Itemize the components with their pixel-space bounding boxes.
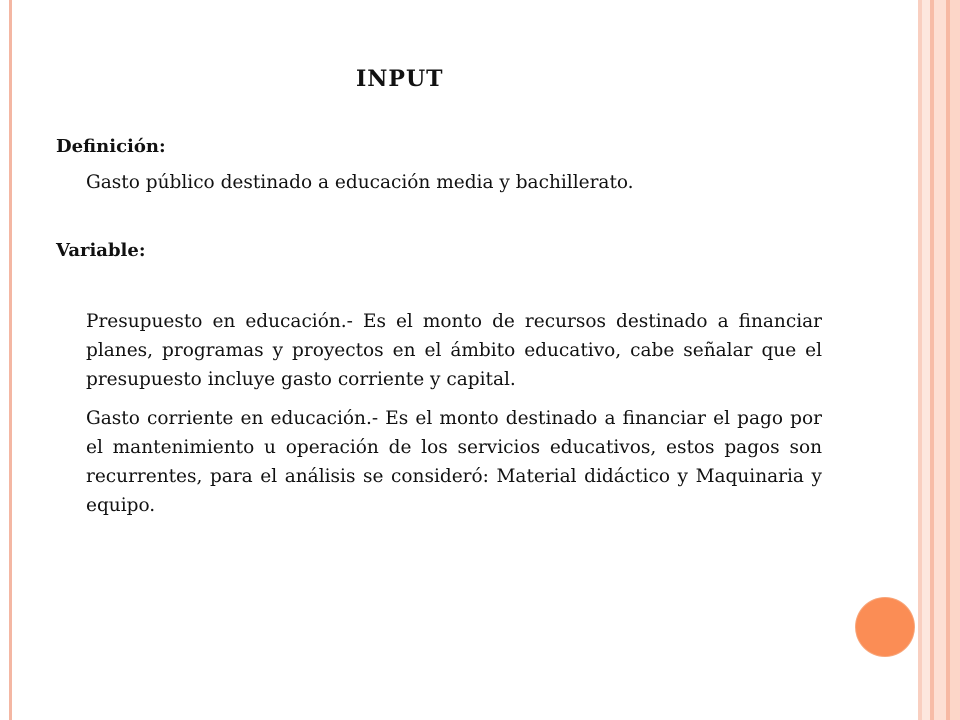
variable-paragraph-current-spending: Gasto corriente en educación.- Es el monto destinado a financiar el pago por el mantenimiento u operación de los servicios educativos, estos pagos son recurrentes, para el análisis se consideró: Material didáctico y Maquinaria y equipo. xyxy=(86,408,822,516)
definition-heading: Definición: xyxy=(56,136,166,157)
variable-paragraph-budget: Presupuesto en educación.- Es el monto de recursos destinado a financiar planes, programas y proyectos en el ámbito educativo, cabe señalar que el presupuesto incluye gasto corriente y capital. xyxy=(86,311,822,390)
decorative-stripe xyxy=(950,0,960,720)
slide-title: INPUT xyxy=(356,66,444,92)
decorative-stripe xyxy=(922,0,930,720)
variable-heading: Variable: xyxy=(56,240,146,261)
decorative-circle xyxy=(856,598,914,656)
slide-border-left xyxy=(9,0,12,720)
definition-text: Gasto público destinado a educación media y bachillerato. xyxy=(86,172,634,193)
decorative-stripe xyxy=(934,0,946,720)
